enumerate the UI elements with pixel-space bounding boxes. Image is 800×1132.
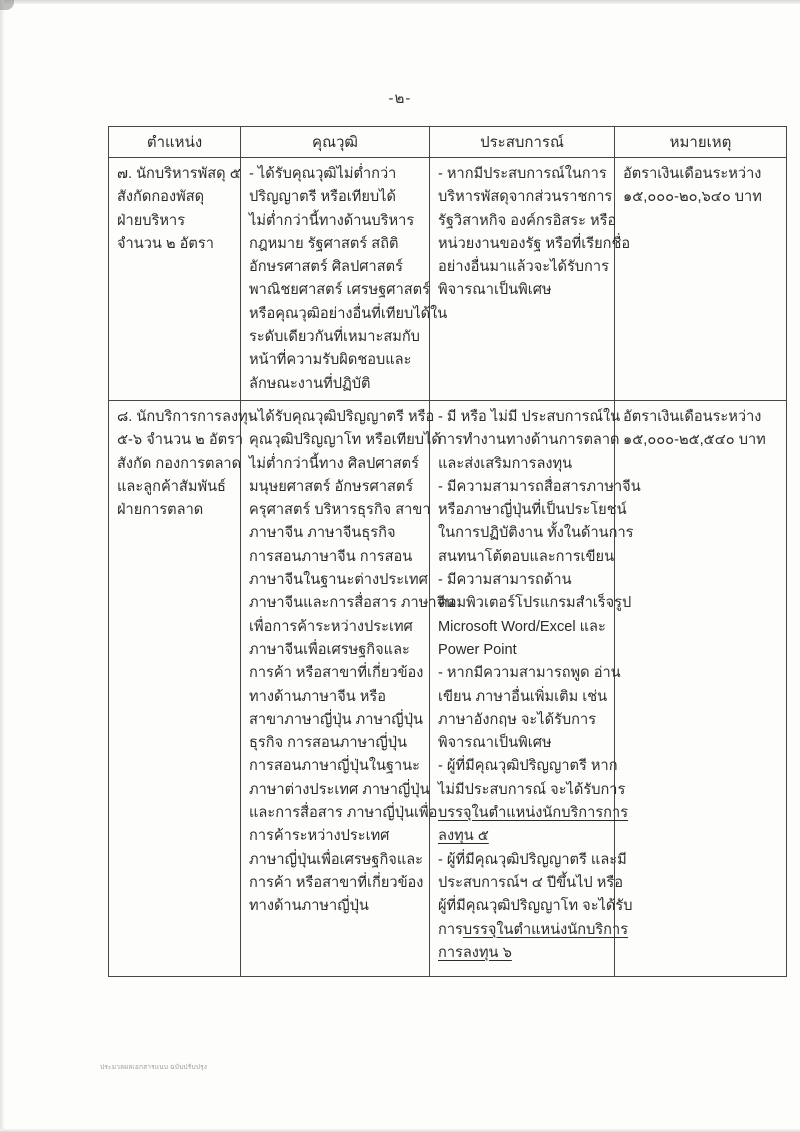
text-line: - ได้รับคุณวุฒิไม่ต่ำกว่า	[249, 166, 397, 182]
text-line: บริหารพัสดุจากส่วนราชการ	[438, 189, 613, 206]
text-line: ครุศาสตร์ บริหารธุรกิจ สาขา	[249, 502, 431, 519]
text-line: หน้าที่ความรับผิดชอบและ	[249, 352, 412, 369]
text-line: ในการปฏิบัติงาน ทั้งในด้านการ	[438, 525, 634, 542]
text-line: ๑๕,๐๐๐-๒๕,๕๔๐ บาท	[623, 432, 766, 449]
text-line: ฝ่ายบริหาร	[117, 212, 186, 229]
text-line: การทำงานทางด้านการตลาด	[438, 432, 620, 449]
text-line: การสอนภาษาญี่ปุ่นในฐานะ	[249, 758, 420, 775]
text-line: การบรรจุในตำแหน่งนักบริการ	[438, 921, 629, 938]
cell-remark	[615, 158, 787, 401]
text-line: - มี หรือ ไม่มี ประสบการณ์ใน	[438, 408, 621, 425]
scan-corner-artifact	[0, 0, 14, 10]
text-line: การค้า หรือสาขาที่เกี่ยวข้อง	[249, 665, 424, 682]
text-line: ทางด้านภาษาจีน หรือ	[249, 688, 387, 705]
text-line: เพื่อการค้าระหว่างประเทศ	[249, 618, 413, 635]
text-line: บรรจุในตำแหน่งนักบริการการ	[438, 805, 629, 822]
text-line: คุณวุฒิปริญญาโท หรือเทียบได้	[249, 432, 441, 449]
text-line: การค้า หรือสาขาที่เกี่ยวข้อง	[249, 874, 424, 891]
text-line: สังกัดกองพัสดุ	[117, 189, 205, 206]
text-line: พาณิชยศาสตร์ เศรษฐศาสตร์	[249, 282, 430, 299]
text-line: ภาษาต่างประเทศ ภาษาญี่ปุ่น	[249, 781, 430, 798]
text-line: มนุษยศาสตร์ อักษรศาสตร์	[249, 478, 414, 495]
text-line: อย่างอื่นมาแล้วจะได้รับการ	[438, 259, 609, 276]
table-row	[109, 158, 787, 401]
text-line: ประสบการณ์ฯ ๔ ปีขึ้นไป หรือ	[438, 874, 623, 891]
text-line: ผู้ที่มีคุณวุฒิปริญญาโท จะได้รับ	[438, 898, 633, 915]
text-line: อักษรศาสตร์ ศิลปศาสตร์	[249, 259, 403, 276]
text-line: ๑๕,๐๐๐-๒๐,๖๔๐ บาท	[623, 189, 762, 206]
text-line: ภาษาจีนและการสื่อสาร ภาษาจีน	[249, 595, 456, 612]
text-line: ระดับเดียวกันที่เหมาะสมกับ	[249, 329, 420, 346]
text-line: ๕-๖ จำนวน ๒ อัตรา	[117, 432, 244, 449]
text-line: รัฐวิสาหกิจ องค์กรอิสระ หรือ	[438, 212, 617, 229]
text-line: ไม่มีประสบการณ์ จะได้รับการ	[438, 781, 626, 798]
text-line: หรือคุณวุฒิอย่างอื่นที่เทียบได้ใน	[249, 305, 448, 322]
cell-qualification	[241, 158, 448, 401]
text-line: สนทนาโต้ตอบและการเขียน	[438, 548, 615, 565]
text-line: ทางด้านภาษาญี่ปุ่น	[249, 898, 369, 915]
text-line: ธุรกิจ การสอนภาษาญี่ปุ่น	[249, 735, 408, 752]
table-header-row	[109, 127, 787, 158]
header-experience: ประสบการณ์	[430, 127, 615, 158]
text-line: ภาษาญี่ปุ่นเพื่อเศรษฐกิจและ	[249, 851, 424, 868]
text-line: และลูกค้าสัมพันธ์	[117, 478, 226, 495]
cell-experience	[430, 400, 641, 976]
text-line: สาขาภาษาญี่ปุ่น ภาษาญี่ปุ่น	[249, 711, 423, 728]
text-line: ภาษาจีนเพื่อเศรษฐกิจและ	[249, 641, 410, 658]
text-line: และการสื่อสาร ภาษาญี่ปุ่นเพื่อ	[249, 805, 438, 822]
text-line: และส่งเสริมการลงทุน	[438, 455, 573, 472]
text-line: ๘. นักบริการการลงทุน	[117, 408, 258, 425]
text-line: การค้าระหว่างประเทศ	[249, 828, 390, 845]
header-position: ตำแหน่ง	[109, 127, 241, 158]
text-line: จำนวน ๒ อัตรา	[117, 235, 214, 252]
text-line: หรือภาษาญี่ปุ่นที่เป็นประโยชน์	[438, 502, 627, 519]
text-line: ลงทุน ๕	[438, 828, 489, 845]
scan-edge-top	[0, 0, 800, 4]
cell-position	[109, 158, 241, 401]
text-line: ภาษาจีนในฐานะต่างประเทศ	[249, 572, 428, 589]
text-line: - หากมีความสามารถพูด อ่าน	[438, 665, 621, 682]
text-line: อัตราเงินเดือนระหว่าง	[623, 166, 762, 182]
text-line: ภาษาจีน ภาษาจีนธุรกิจ	[249, 525, 396, 542]
text-line: ลักษณะงานที่ปฏิบัติ	[249, 375, 371, 392]
scan-edge-left	[0, 0, 4, 1132]
text-line: การสอนภาษาจีน การสอน	[249, 548, 413, 565]
text-line: สังกัด กองการตลาด	[117, 455, 242, 472]
text-line: การลงทุน ๖	[438, 944, 512, 961]
text-line: - มีความสามารถด้าน	[438, 572, 572, 589]
cell-experience	[430, 158, 631, 401]
text-line: ฝ่ายการตลาด	[117, 502, 204, 519]
header-remark: หมายเหตุ	[615, 127, 787, 158]
positions-table	[108, 126, 787, 977]
text-line: เขียน ภาษาอื่นเพิ่มเติม เช่น	[438, 688, 608, 705]
text-line: ๗. นักบริหารพัสดุ ๕	[117, 166, 241, 182]
cell-qualification	[241, 400, 456, 976]
text-line: หน่วยงานของรัฐ หรือที่เรียกชื่อ	[438, 235, 631, 252]
table-row	[109, 400, 787, 976]
text-line: พิจารณาเป็นพิเศษ	[438, 282, 552, 299]
text-line: กฎหมาย รัฐศาสตร์ สถิติ	[249, 235, 399, 252]
text-line: ปริญญาตรี หรือเทียบได้	[249, 189, 396, 206]
text-line: Microsoft Word/Excel และ	[438, 618, 606, 635]
text-line: - ผู้ที่มีคุณวุฒิปริญญาตรี หาก	[438, 758, 618, 775]
text-line: - ผู้ที่มีคุณวุฒิปริญญาตรี และมี	[438, 851, 627, 868]
text-line: อัตราเงินเดือนระหว่าง	[623, 408, 762, 425]
page-number: -๒-	[388, 90, 412, 107]
text-line: Power Point	[438, 641, 517, 658]
cell-position	[109, 400, 258, 976]
text-line: พิจารณาเป็นพิเศษ	[438, 735, 552, 752]
text-line: คอมพิวเตอร์โปรแกรมสำเร็จรูป	[438, 595, 632, 612]
text-line: - มีความสามารถสื่อสารภาษาจีน	[438, 478, 641, 495]
header-qualification: คุณวุฒิ	[241, 127, 430, 158]
text-line: - หากมีประสบการณ์ในการ	[438, 166, 607, 182]
text-line: ไม่ต่ำกว่านี้ทาง ศิลปศาสตร์	[249, 455, 419, 472]
text-line: ไม่ต่ำกว่านี้ทางด้านบริหาร	[249, 212, 415, 229]
text-line: - ได้รับคุณวุฒิปริญญาตรี หรือ	[249, 408, 435, 425]
text-line: ภาษาอังกฤษ จะได้รับการ	[438, 711, 597, 728]
footer-note: ประมวลผลเอกสารแนบ ฉบับปรับปรุง	[100, 1064, 208, 1071]
